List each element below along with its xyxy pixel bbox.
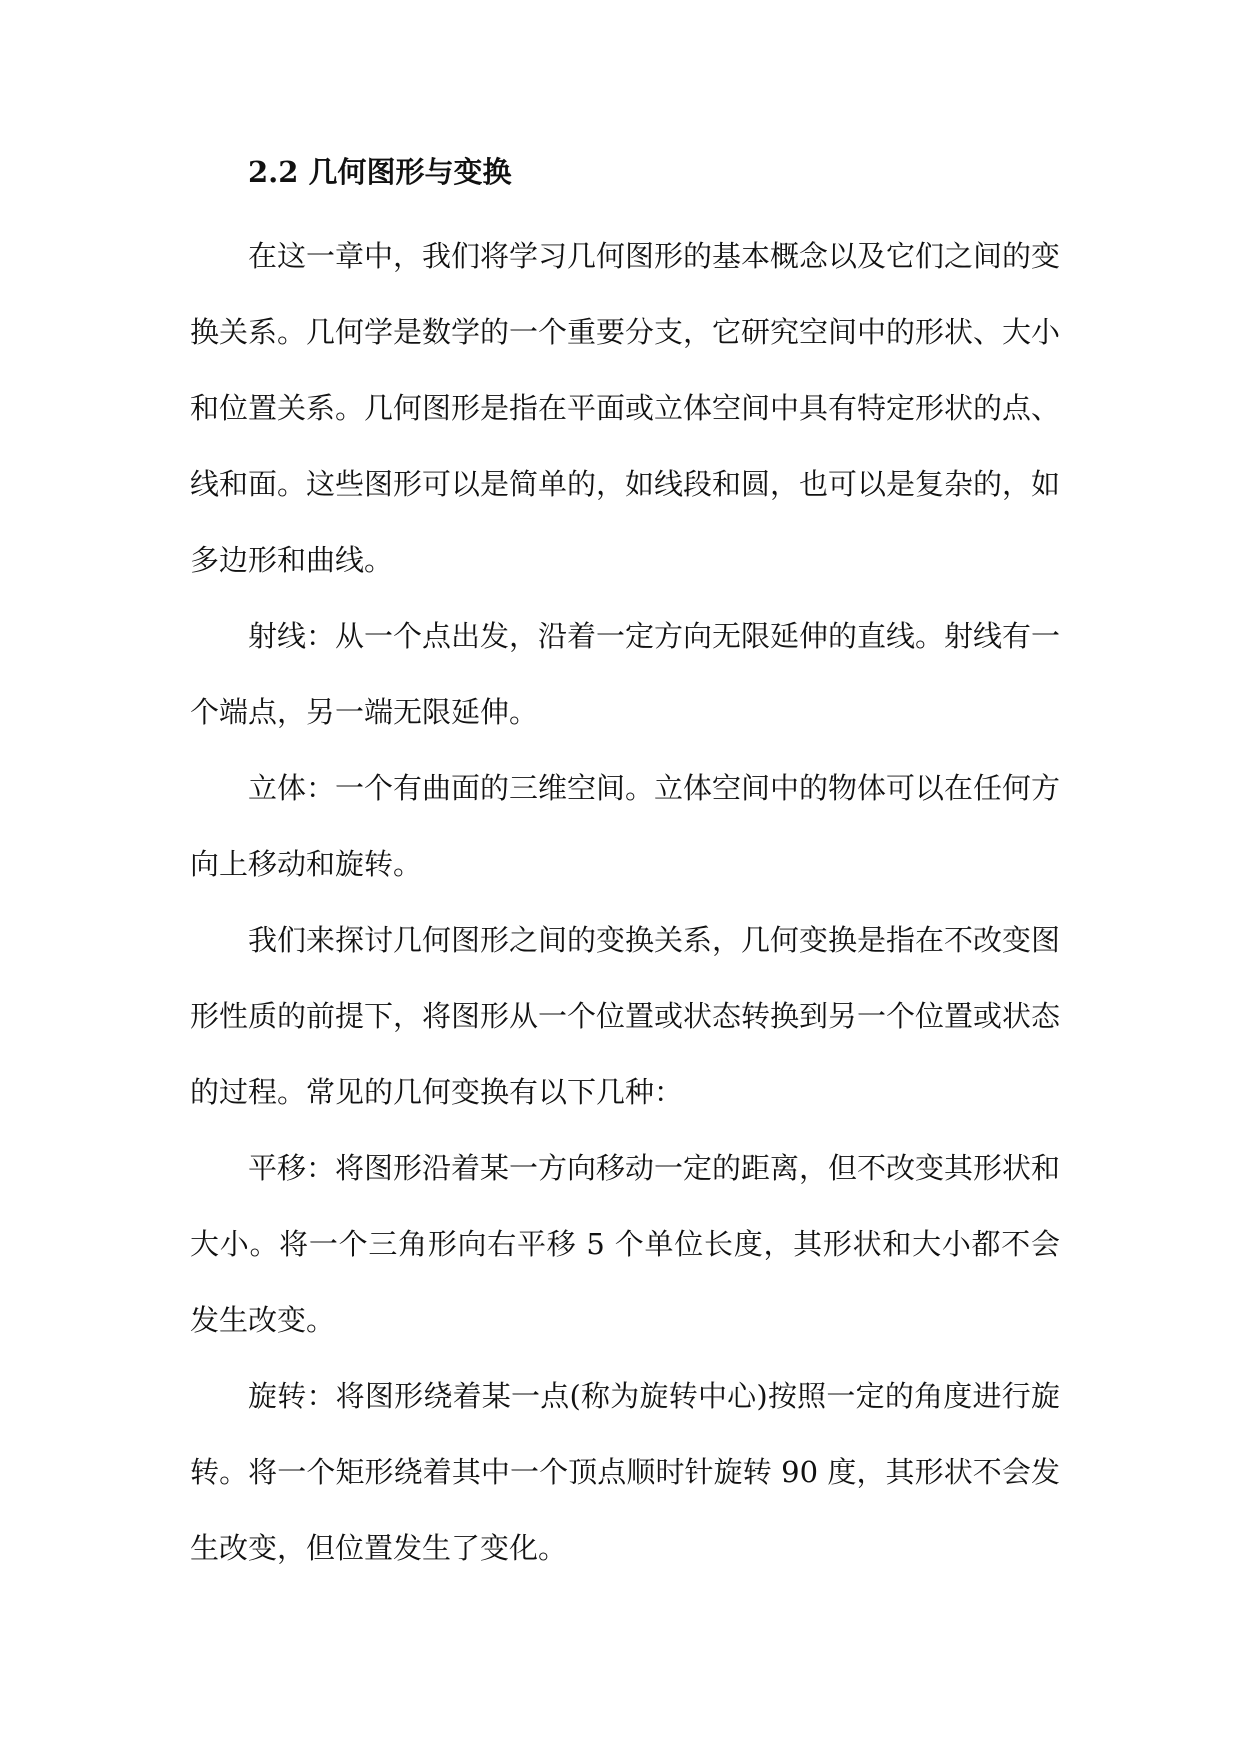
- paragraph-transform: 我们来探讨几何图形之间的变换关系，几何变换是指在不改变图形性质的前提下，将图形从一个位置或状态转换到另一个位置或状态的过程。常见的几何变换有以下几种：: [190, 923, 1061, 1109]
- document-body: [190, 146, 1060, 1586]
- paragraph-translation: 平移：将图形沿着某一方向移动一定的距离，但不改变其形状和大小。将一个三角形向右平移 5 个单位长度，其形状和大小都不会发生改变。: [190, 1151, 1061, 1337]
- paragraph-intro: 在这一章中，我们将学习几何图形的基本概念以及它们之间的变换关系。几何学是数学的一个重要分支，它研究空间中的形状、大小和位置关系。几何图形是指在平面或立体空间中具有特定形状的点、线和面。这些图形可以是简单的，如线段和圆，也可以是复杂的，如多边形和曲线。: [190, 239, 1061, 577]
- paragraph-rotation: 旋转：将图形绕着某一点(称为旋转中心)按照一定的角度进行旋转。将一个矩形绕着其中一个顶点顺时针旋转 90 度，其形状不会发生改变，但位置发生了变化。: [190, 1379, 1060, 1565]
- paragraph-solid: 立体：一个有曲面的三维空间。立体空间中的物体可以在任何方向上移动和旋转。: [190, 771, 1061, 881]
- section-heading: 2.2 几何图形与变换: [248, 155, 512, 189]
- heading-spacer: [190, 198, 1060, 218]
- paragraph-ray: 射线：从一个点出发，沿着一定方向无限延伸的直线。射线有一个端点，另一端无限延伸。: [190, 619, 1061, 729]
